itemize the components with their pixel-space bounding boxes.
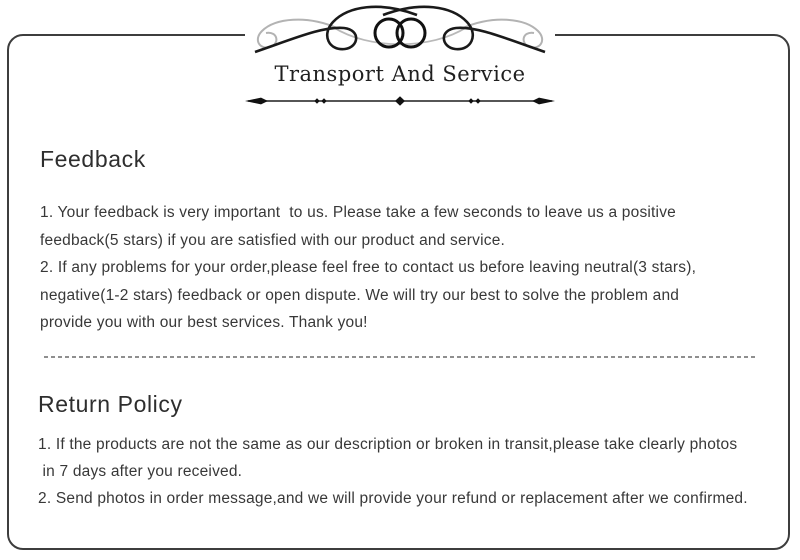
feedback-line-5: provide you with our best services. Thank you!	[40, 314, 368, 331]
feedback-line-4: negative(1-2 stars) feedback or open dispute. We will try our best to solve the problem and	[40, 286, 680, 304]
flourish-ornament-icon	[245, 2, 555, 64]
return-policy-line-2: in 7 days after you received.	[38, 463, 243, 480]
diamond-divider-icon	[244, 93, 556, 109]
return-policy-line-1: 1. If the products are not the same as our description or broken in transit,please take clearly photos	[38, 436, 738, 453]
feedback-line-2: feedback(5 stars) if you are satisfied with our product and service.	[40, 231, 506, 249]
feedback-text	[40, 199, 760, 337]
page-title: Transport And Service	[274, 62, 526, 86]
return-policy-heading: Return Policy	[38, 391, 183, 417]
feedback-line-3: 2. If any problems for your order,please feel free to contact us before leaving neutral(3 stars),	[40, 259, 697, 276]
feedback-heading: Feedback	[40, 146, 146, 172]
dashed-divider	[44, 356, 757, 358]
feedback-line-1: 1. Your feedback is very important to us. Please take a few seconds to leave us a positive	[40, 204, 676, 221]
return-policy-text	[38, 431, 773, 512]
return-policy-line-3: 2. Send photos in order message,and we will provide your refund or replacement after we confirmed.	[38, 490, 748, 507]
